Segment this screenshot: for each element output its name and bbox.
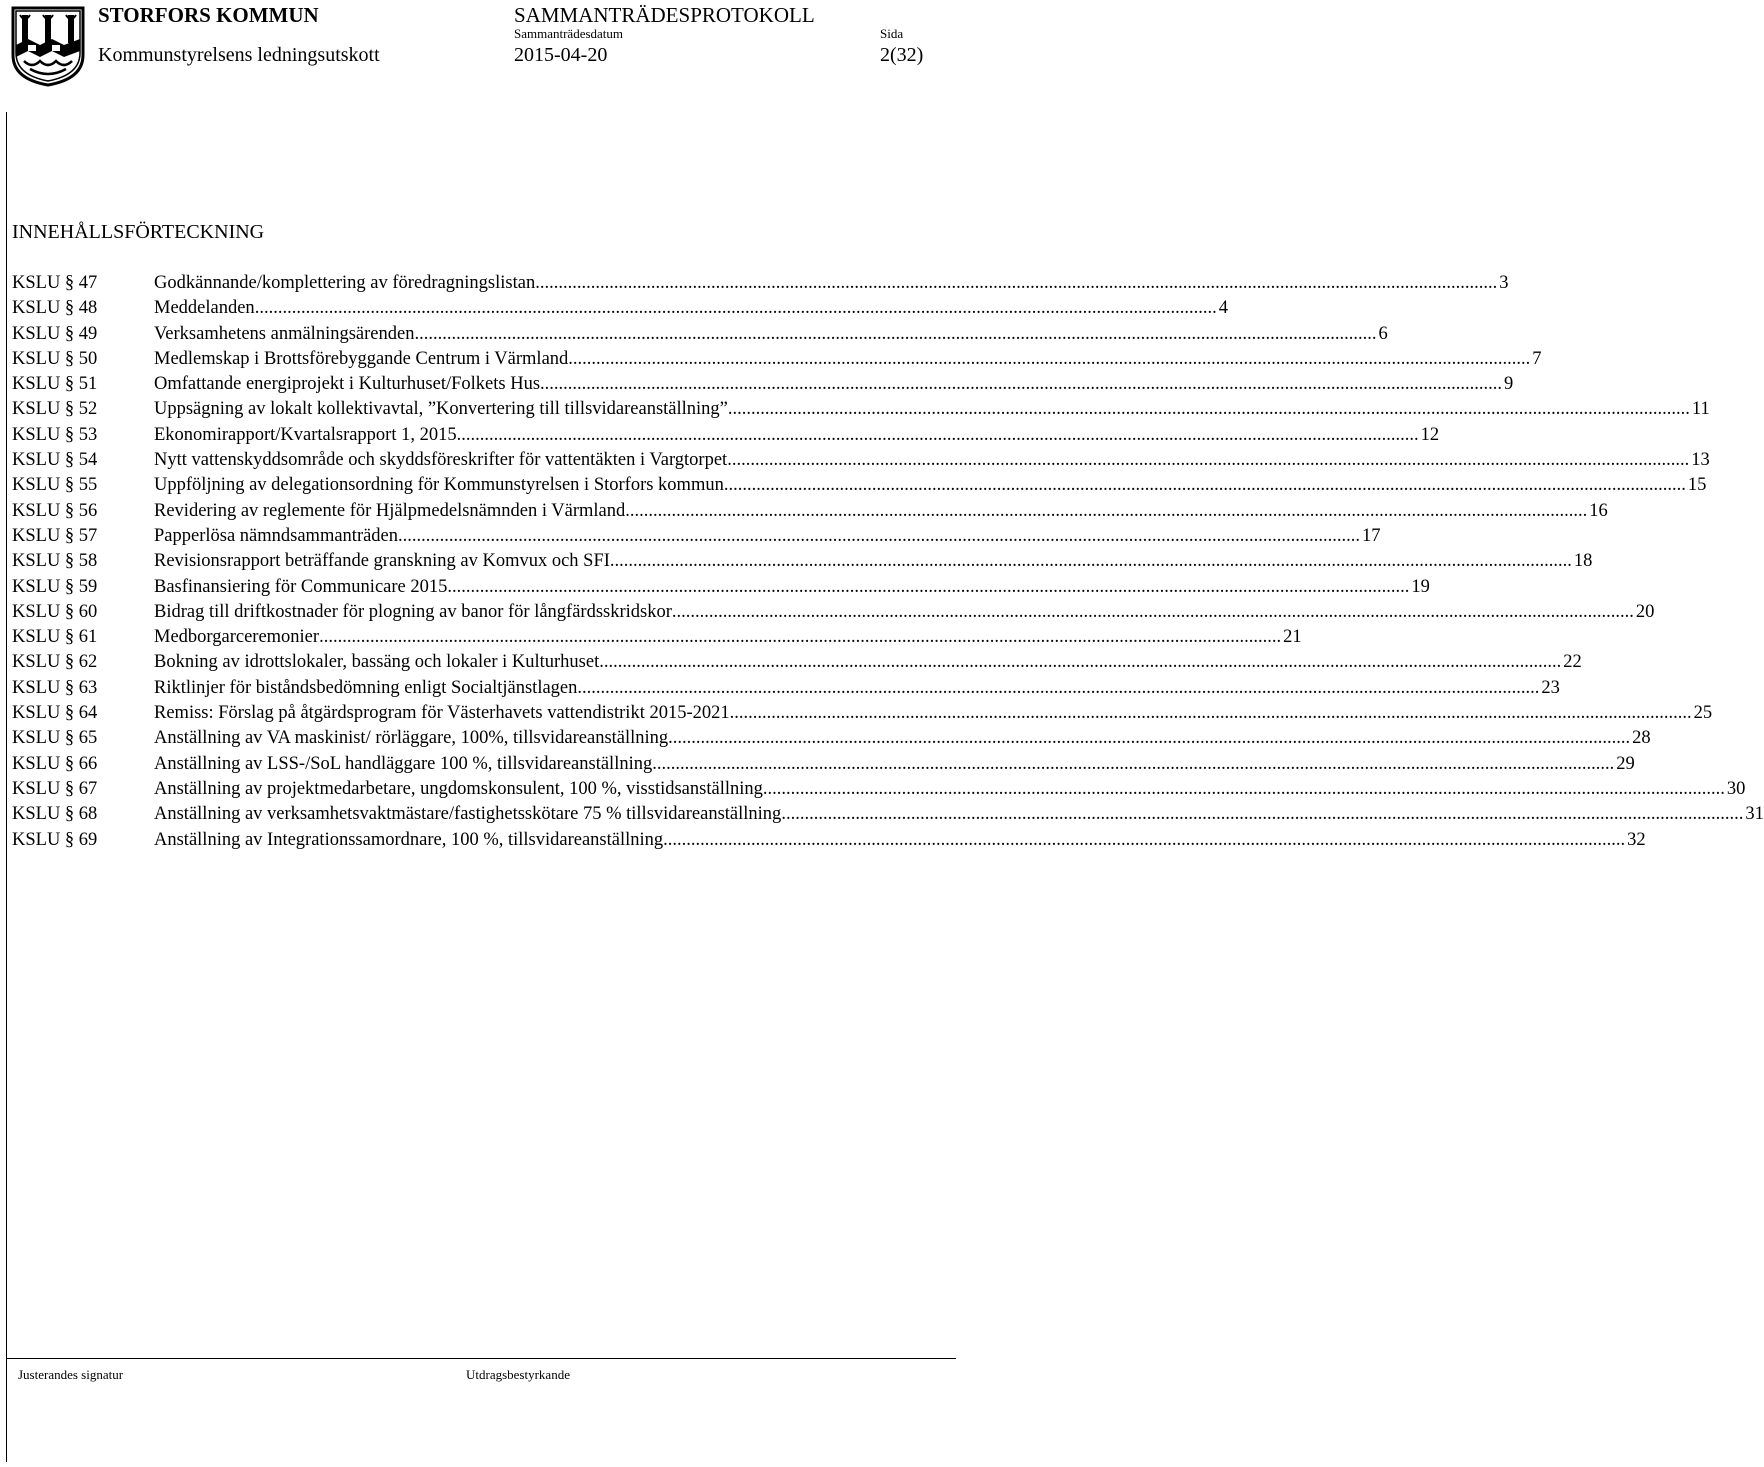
organization-name: STORFORS KOMMUN bbox=[98, 3, 319, 27]
toc-item-code: KSLU § 66 bbox=[12, 753, 98, 774]
toc-item-code: KSLU § 62 bbox=[12, 652, 98, 673]
toc-item-leader bbox=[730, 701, 1692, 726]
toc-item[interactable] bbox=[12, 625, 1302, 650]
toc-item-code: KSLU § 48 bbox=[12, 298, 98, 319]
toc-item-title: Revisionsrapport beträffande granskning av Komvux och SFI bbox=[154, 551, 610, 572]
committee-name: Kommunstyrelsens ledningsutskott bbox=[98, 44, 380, 66]
toc-item-title: Uppsägning av lokalt kollektivavtal, ”Konvertering till tillsvidareanställning” bbox=[154, 399, 728, 420]
toc-item-title: Remiss: Förslag på åtgärdsprogram för Västerhavets vattendistrikt 2015-2021 bbox=[154, 703, 730, 724]
toc-item-page: 18 bbox=[1573, 551, 1593, 572]
toc-item[interactable] bbox=[12, 676, 1560, 701]
footer-extract-label: Utdragsbestyrkande bbox=[466, 1367, 570, 1382]
toc-item-leader bbox=[763, 777, 1725, 802]
toc-item-page: 12 bbox=[1420, 424, 1440, 445]
toc-item-title: Nytt vattenskyddsområde och skyddsföreskrifter för vattentäkten i Vargtorpet bbox=[154, 450, 728, 471]
toc-item[interactable] bbox=[12, 752, 1635, 777]
left-margin-rule bbox=[6, 112, 7, 1462]
toc-item-leader bbox=[663, 828, 1625, 853]
toc-item-page: 25 bbox=[1693, 703, 1713, 724]
toc-item-page: 13 bbox=[1691, 450, 1710, 471]
footer-rule bbox=[6, 1358, 956, 1359]
toc-item-page: 31 bbox=[1745, 804, 1764, 825]
toc-item-code: KSLU § 64 bbox=[12, 703, 98, 724]
toc-item[interactable] bbox=[12, 271, 1509, 296]
toc-item-code: KSLU § 65 bbox=[12, 728, 98, 749]
toc-item-leader bbox=[457, 423, 1419, 448]
toc-item-title: Anställning av LSS-/SoL handläggare 100 %, tillsvidareanställning bbox=[154, 753, 653, 774]
toc-item-code: KSLU § 49 bbox=[12, 323, 98, 344]
toc-item[interactable] bbox=[12, 701, 1713, 726]
toc-item-page: 28 bbox=[1632, 728, 1651, 749]
toc-item-title: Medborgarceremonier bbox=[154, 627, 320, 648]
toc-item-page: 15 bbox=[1687, 475, 1707, 496]
toc-item-title: Papperlösa nämndsammanträden bbox=[154, 525, 399, 546]
toc-item-leader bbox=[568, 347, 1530, 372]
toc-item-code: KSLU § 55 bbox=[12, 475, 98, 496]
toc-item-code: KSLU § 53 bbox=[12, 424, 98, 445]
toc-item-title: Anställning av Integrationssamordnare, 100 %, tillsvidareanställning bbox=[154, 829, 664, 850]
toc-item[interactable] bbox=[12, 650, 1582, 675]
toc-item-title: Meddelanden bbox=[154, 298, 255, 319]
toc-item-page: 16 bbox=[1589, 500, 1608, 521]
toc-item-title: Revidering av reglemente för Hjälpmedelsnämnden i Värmland bbox=[154, 500, 626, 521]
toc-item[interactable] bbox=[12, 802, 1764, 827]
toc-item-title: Ekonomirapport/Kvartalsrapport 1, 2015 bbox=[154, 424, 457, 445]
toc-item-leader bbox=[668, 726, 1630, 751]
toc-item-page: 3 bbox=[1499, 273, 1509, 293]
toc-item-page: 22 bbox=[1563, 652, 1582, 673]
toc-item-leader bbox=[535, 271, 1497, 296]
toc-item-leader bbox=[727, 448, 1689, 473]
toc-item-title: Basfinansiering för Communicare 2015 bbox=[154, 576, 448, 597]
toc-item-leader bbox=[652, 752, 1614, 777]
toc-item-code: KSLU § 60 bbox=[12, 601, 98, 622]
toc-item-code: KSLU § 47 bbox=[12, 273, 98, 293]
toc-item-code: KSLU § 69 bbox=[12, 829, 98, 850]
toc-item-leader bbox=[599, 650, 1561, 675]
toc-item-code: KSLU § 50 bbox=[12, 348, 98, 369]
toc-item-code: KSLU § 51 bbox=[12, 374, 98, 395]
toc-item-page: 11 bbox=[1691, 399, 1710, 420]
toc-item-page: 30 bbox=[1726, 778, 1746, 799]
toc-item[interactable] bbox=[12, 372, 1514, 397]
toc-title: INNEHÅLLSFÖRTECKNING bbox=[12, 221, 265, 243]
toc-item-leader bbox=[728, 397, 1690, 422]
toc-item-page: 23 bbox=[1541, 677, 1560, 698]
toc-item[interactable] bbox=[12, 423, 1440, 448]
toc-item-code: KSLU § 61 bbox=[12, 627, 98, 648]
toc-item-code: KSLU § 68 bbox=[12, 804, 98, 825]
toc-item-page: 29 bbox=[1616, 753, 1635, 774]
toc-item-code: KSLU § 54 bbox=[12, 450, 98, 471]
toc-item-page: 17 bbox=[1362, 525, 1381, 546]
toc-item-leader bbox=[255, 296, 1217, 321]
page-value: 2(32) bbox=[880, 44, 924, 66]
toc-item-page: 4 bbox=[1218, 298, 1228, 319]
toc-item-page: 32 bbox=[1627, 829, 1646, 850]
toc-item-title: Anställning av VA maskinist/ rörläggare, 100%, tillsvidareanställning bbox=[154, 728, 669, 749]
toc-item[interactable] bbox=[12, 726, 1651, 751]
toc-item-code: KSLU § 58 bbox=[12, 551, 98, 572]
toc-item-code: KSLU § 52 bbox=[12, 399, 98, 420]
toc-item[interactable] bbox=[12, 322, 1388, 347]
toc-item-title: Verksamhetens anmälningsärenden bbox=[154, 323, 415, 344]
toc-item-code: KSLU § 56 bbox=[12, 500, 98, 521]
toc-item-page: 21 bbox=[1283, 627, 1302, 648]
toc-item-code: KSLU § 67 bbox=[12, 778, 98, 799]
toc-item[interactable] bbox=[12, 499, 1608, 524]
toc-item-code: KSLU § 57 bbox=[12, 525, 98, 546]
toc-item-page: 20 bbox=[1635, 601, 1655, 622]
document-type: SAMMANTRÄDESPROTOKOLL bbox=[514, 3, 815, 27]
toc-item-leader bbox=[319, 625, 1281, 650]
toc-item-leader bbox=[577, 676, 1539, 701]
toc-item-title: Omfattande energiprojekt i Kulturhuset/Folkets Hus bbox=[154, 374, 541, 395]
toc-item-title: Bokning av idrottslokaler, bassäng och lokaler i Kulturhuset bbox=[154, 652, 600, 673]
toc-item-code: KSLU § 63 bbox=[12, 677, 98, 698]
toc-item[interactable] bbox=[12, 575, 1430, 600]
toc-item-leader bbox=[414, 322, 1376, 347]
toc-item-page: 19 bbox=[1411, 576, 1430, 597]
page-label: Sida bbox=[880, 26, 904, 41]
toc-item-title: Medlemskap i Brottsförebyggande Centrum i Värmland bbox=[154, 348, 569, 369]
toc-item-leader bbox=[781, 802, 1743, 827]
toc-item[interactable] bbox=[12, 347, 1542, 372]
toc-item-title: Uppföljning av delegationsordning för Kommunstyrelsen i Storfors kommun bbox=[154, 475, 724, 496]
toc-item-title: Anställning av verksamhetsvaktmästare/fastighetsskötare 75 % tillsvidareanställning bbox=[154, 804, 782, 825]
toc-item-leader bbox=[625, 499, 1587, 524]
toc-item-leader bbox=[724, 473, 1686, 498]
toc-list bbox=[12, 271, 1764, 853]
toc-item[interactable] bbox=[12, 524, 1381, 549]
toc-item-page: 6 bbox=[1378, 323, 1388, 344]
toc-item-page: 7 bbox=[1532, 348, 1542, 369]
toc-item-code: KSLU § 59 bbox=[12, 576, 98, 597]
toc-item[interactable] bbox=[12, 600, 1655, 625]
toc-item-leader bbox=[398, 524, 1360, 549]
toc-item-title: Bidrag till driftkostnader för plogning av banor för långfärdsskridskor bbox=[154, 601, 672, 622]
toc-item[interactable] bbox=[12, 473, 1707, 498]
toc-item-title: Godkännande/komplettering av föredragningslistan bbox=[154, 273, 536, 293]
meeting-date-value: 2015-04-20 bbox=[514, 44, 608, 66]
toc-item[interactable] bbox=[12, 549, 1593, 574]
toc-item-title: Riktlinjer för biståndsbedömning enligt Socialtjänstlagen bbox=[154, 677, 578, 698]
toc-item-leader bbox=[540, 372, 1502, 397]
toc-item[interactable] bbox=[12, 397, 1710, 422]
toc-item-page: 9 bbox=[1504, 374, 1514, 395]
meeting-date-label: Sammanträdesdatum bbox=[514, 26, 624, 41]
toc-item-leader bbox=[672, 600, 1634, 625]
toc-item[interactable] bbox=[12, 777, 1746, 802]
toc-item[interactable] bbox=[12, 828, 1646, 853]
toc-item[interactable] bbox=[12, 296, 1228, 321]
footer-signature-label: Justerandes signatur bbox=[18, 1367, 124, 1382]
municipality-crest-icon bbox=[10, 5, 86, 87]
toc-item-leader bbox=[447, 575, 1409, 600]
toc-item-title: Anställning av projektmedarbetare, ungdomskonsulent, 100 %, visstidsanställning bbox=[154, 778, 763, 799]
toc-item[interactable] bbox=[12, 448, 1710, 473]
toc-item-leader bbox=[610, 549, 1572, 574]
